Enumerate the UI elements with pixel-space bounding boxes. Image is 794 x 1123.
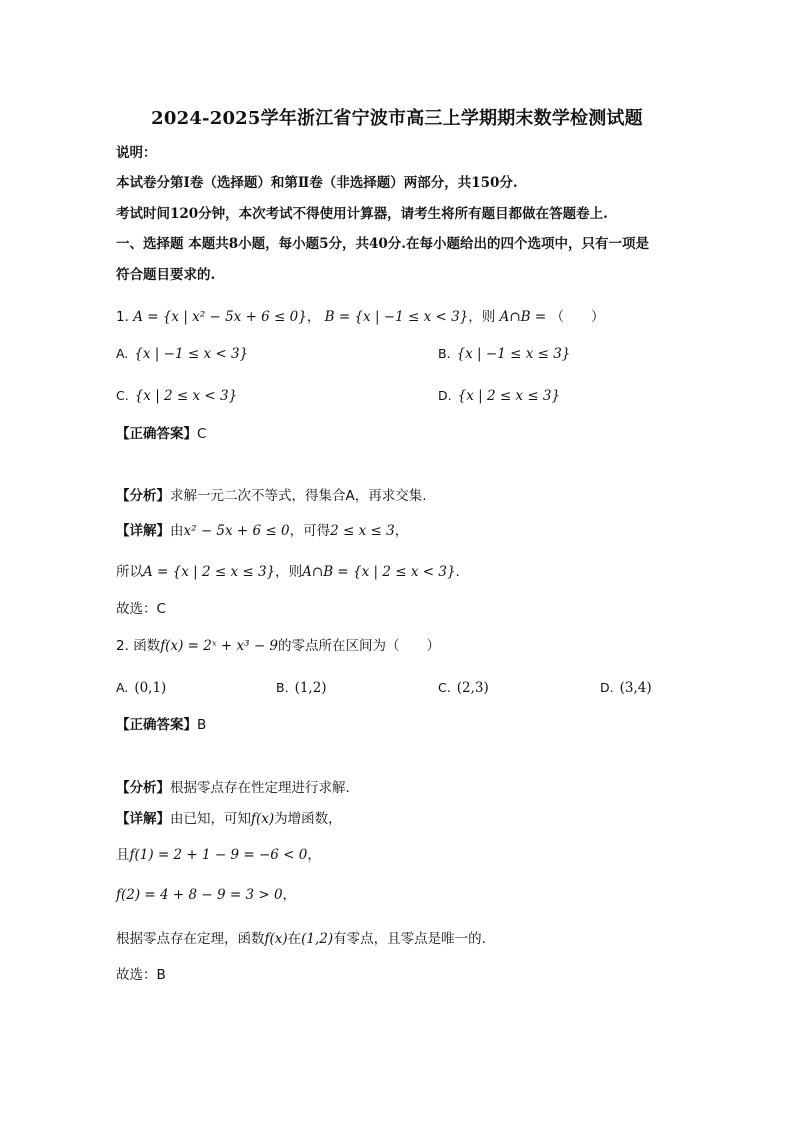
set-a-definition: A = {x | x² − 5x + 6 ≤ 0} xyxy=(133,309,307,325)
question-2-detail-4: 根据零点存在定理，函数f(x)在(1,2)有零点，且零点是唯一的. xyxy=(116,931,486,947)
question-2-option-d: D. (3,4) xyxy=(600,680,652,696)
question-2-number: 2. xyxy=(116,638,129,654)
question-2-detail-2: 且f(1) = 2 + 1 − 9 = −6 < 0， xyxy=(116,847,321,863)
question-2-detail-1: 【详解】由已知，可知f(x)为增函数， xyxy=(116,811,342,827)
question-2-detail-3: f(2) = 4 + 8 − 9 = 3 > 0， xyxy=(116,887,297,903)
question-1-number: 1. xyxy=(116,309,129,325)
separator: ， xyxy=(306,309,321,325)
question-2-option-c: C. (2,3) xyxy=(438,680,489,696)
section-1-heading-a: 一、选择题 本题共8小题，每小题5分，共40分.在每小题给出的四个选项中，只有一项是 xyxy=(116,236,649,252)
question-1-detail-2: 所以A = {x | 2 ≤ x ≤ 3}，则A∩B = {x | 2 ≤ x < 3}. xyxy=(116,564,460,580)
question-1-detail-1: 【详解】由x² − 5x + 6 ≤ 0，可得2 ≤ x ≤ 3， xyxy=(116,523,409,539)
question-2-analysis: 【分析】根据零点存在性定理进行求解. xyxy=(116,780,350,796)
question-1-choose: 故选：C xyxy=(116,601,166,617)
question-1-analysis: 【分析】求解一元二次不等式，得集合A，再求交集. xyxy=(116,488,427,504)
answer-paren: （ ） xyxy=(550,309,605,325)
question-2-option-b: B. (1,2) xyxy=(276,680,327,696)
question-1-stem xyxy=(116,308,604,326)
question-1-ask: ，则 xyxy=(468,309,496,325)
question-1-option-b: B. {x | −1 ≤ x ≤ 3} xyxy=(438,346,571,362)
section-1-heading-b: 符合题目要求的. xyxy=(116,267,216,283)
question-2-option-a: A. (0,1) xyxy=(116,680,167,696)
question-1-option-a: A. {x | −1 ≤ x < 3} xyxy=(116,346,249,362)
question-2-choose: 故选：B xyxy=(116,967,166,983)
question-2-stem: 2. 函数f(x) = 2ˣ + x³ − 9的零点所在区间为（ ） xyxy=(116,638,441,654)
question-1-option-d: D. {x | 2 ≤ x ≤ 3} xyxy=(438,388,561,404)
intersection-expression: A∩B = xyxy=(499,309,547,325)
question-1-answer: 【正确答案】C xyxy=(116,426,207,442)
page-title: 2024-2025学年浙江省宁波市高三上学期期末数学检测试题 xyxy=(151,108,643,129)
question-2-answer: 【正确答案】B xyxy=(116,717,207,733)
intro-line-1: 本试卷分第Ⅰ卷（选择题）和第Ⅱ卷（非选择题）两部分，共150分. xyxy=(116,175,518,191)
question-1-option-c: C. {x | 2 ≤ x < 3} xyxy=(116,388,238,404)
intro-line-2: 考试时间120分钟，本次考试不得使用计算器，请考生将所有题目都做在答题卷上. xyxy=(116,206,608,222)
set-b-definition: B = {x | −1 ≤ x < 3} xyxy=(324,309,469,325)
function-definition: f(x) = 2ˣ + x³ − 9 xyxy=(160,638,279,654)
intro-heading: 说明： xyxy=(116,145,157,161)
